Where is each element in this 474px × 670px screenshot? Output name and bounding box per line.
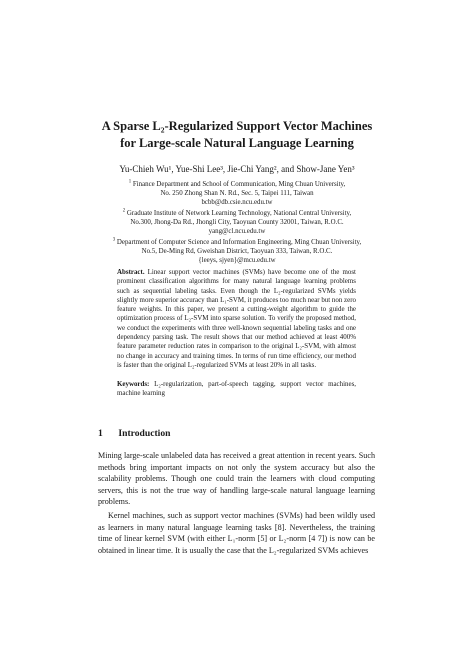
section-heading [98, 428, 170, 440]
affiliation-line: Department of Computer Science and Information Engineering, Ming Chuan University, [116, 239, 362, 246]
abstract [117, 268, 356, 370]
paper-title [0, 118, 474, 152]
abstract-label: Abstract. [117, 268, 145, 276]
affiliation-3 [40, 238, 434, 266]
title-line-1: A Sparse L₂-Regularized Support Vector Machines [101, 119, 373, 133]
keywords-text: L₂-regularization, part-of-speech tagging, support vector machines, machine learning [117, 380, 357, 398]
affiliation-1 [40, 180, 434, 208]
affiliation-email: yang@cl.ncu.edu.tw [208, 228, 266, 236]
affiliation-line: Finance Department and School of Communication, Ming Chuan University, [132, 181, 346, 188]
affiliation-line: No.300, Jhong-Da Rd., Jhongli City, Taoyuan County 32001, Taiwan, R.O.C. [130, 219, 344, 227]
abstract-text: Linear support vector machines (SVMs) have become one of the most prominent classification algorithms for many natural language learning problems such as sequential labeling tasks. Even though the L₂-regularized SVMs yields slightly more superior accuracy than L₁-SVM, it produces too much near but non zero feature weights. In this paper, we present a cutting-weight algorithm to guide the optimization process of L₂-SVM into sparse solution. To verify the proposed method, we conduct the experiments with three well-known sequential labeling tasks and one dependency parsing task. The result shows that our method achieved at least 400% feature parameter reduction rates in comparison to the original L₂-SVM, with almost no change in accuracy and training times. In terms of run time efficiency, our method is faster than the original L₂-regularized SVMs at least 20% in all tasks. [117, 268, 356, 369]
affiliation-mark: 3 [112, 237, 116, 243]
affiliation-line: No. 250 Zhong Shan N. Rd., Sec. 5, Taipei 111, Taiwan [160, 190, 314, 198]
affiliation-mark: 2 [122, 208, 126, 214]
keywords [117, 380, 356, 399]
affiliation-email: bcbb@db.csie.ncu.edu.tw [201, 199, 273, 207]
body-text [98, 450, 375, 558]
affiliation-2 [40, 209, 434, 237]
affiliation-mark: 1 [128, 179, 132, 185]
paragraph: Kernel machines, such as support vector machines (SVMs) had been wildly used as learners in many natural language learning tasks [8]. Nevertheless, the training time of linear kernel SVM (with either L₁-norm [5] or L₂-norm [4 7]) is now can be obtained in linear time. It is usually the case that the L₂-regularized SVMs achieves [98, 510, 375, 555]
title-line-2: for Large-scale Natural Language Learning [120, 136, 354, 150]
keywords-label: Keywords: [117, 380, 150, 388]
author-list: Yu-Chieh Wu¹, Yue-Shi Lee³, Jie-Chi Yang², and Show-Jane Yen³ [119, 164, 355, 174]
affiliation-line: Graduate Institute of Network Learning Technology, National Central University, [126, 210, 352, 217]
affiliation-line: No.5, De-Ming Rd, Gweishan District, Taoyuan 333, Taiwan, R.O.C. [141, 248, 333, 256]
section-number: 1 [98, 428, 103, 439]
section-title: Introduction [118, 428, 171, 439]
affiliation-email: {leeys, sjyen}@mcu.edu.tw [198, 257, 276, 265]
affiliations [40, 180, 434, 267]
paragraph: Mining large-scale unlabeled data has received a great attention in recent years. Such methods bring important impacts on not only the system accuracy but also the scalability problems. Though one could train the learners with cloud computing servers, this is not the true way of handling large-scale natural language learning problems. [98, 451, 375, 507]
